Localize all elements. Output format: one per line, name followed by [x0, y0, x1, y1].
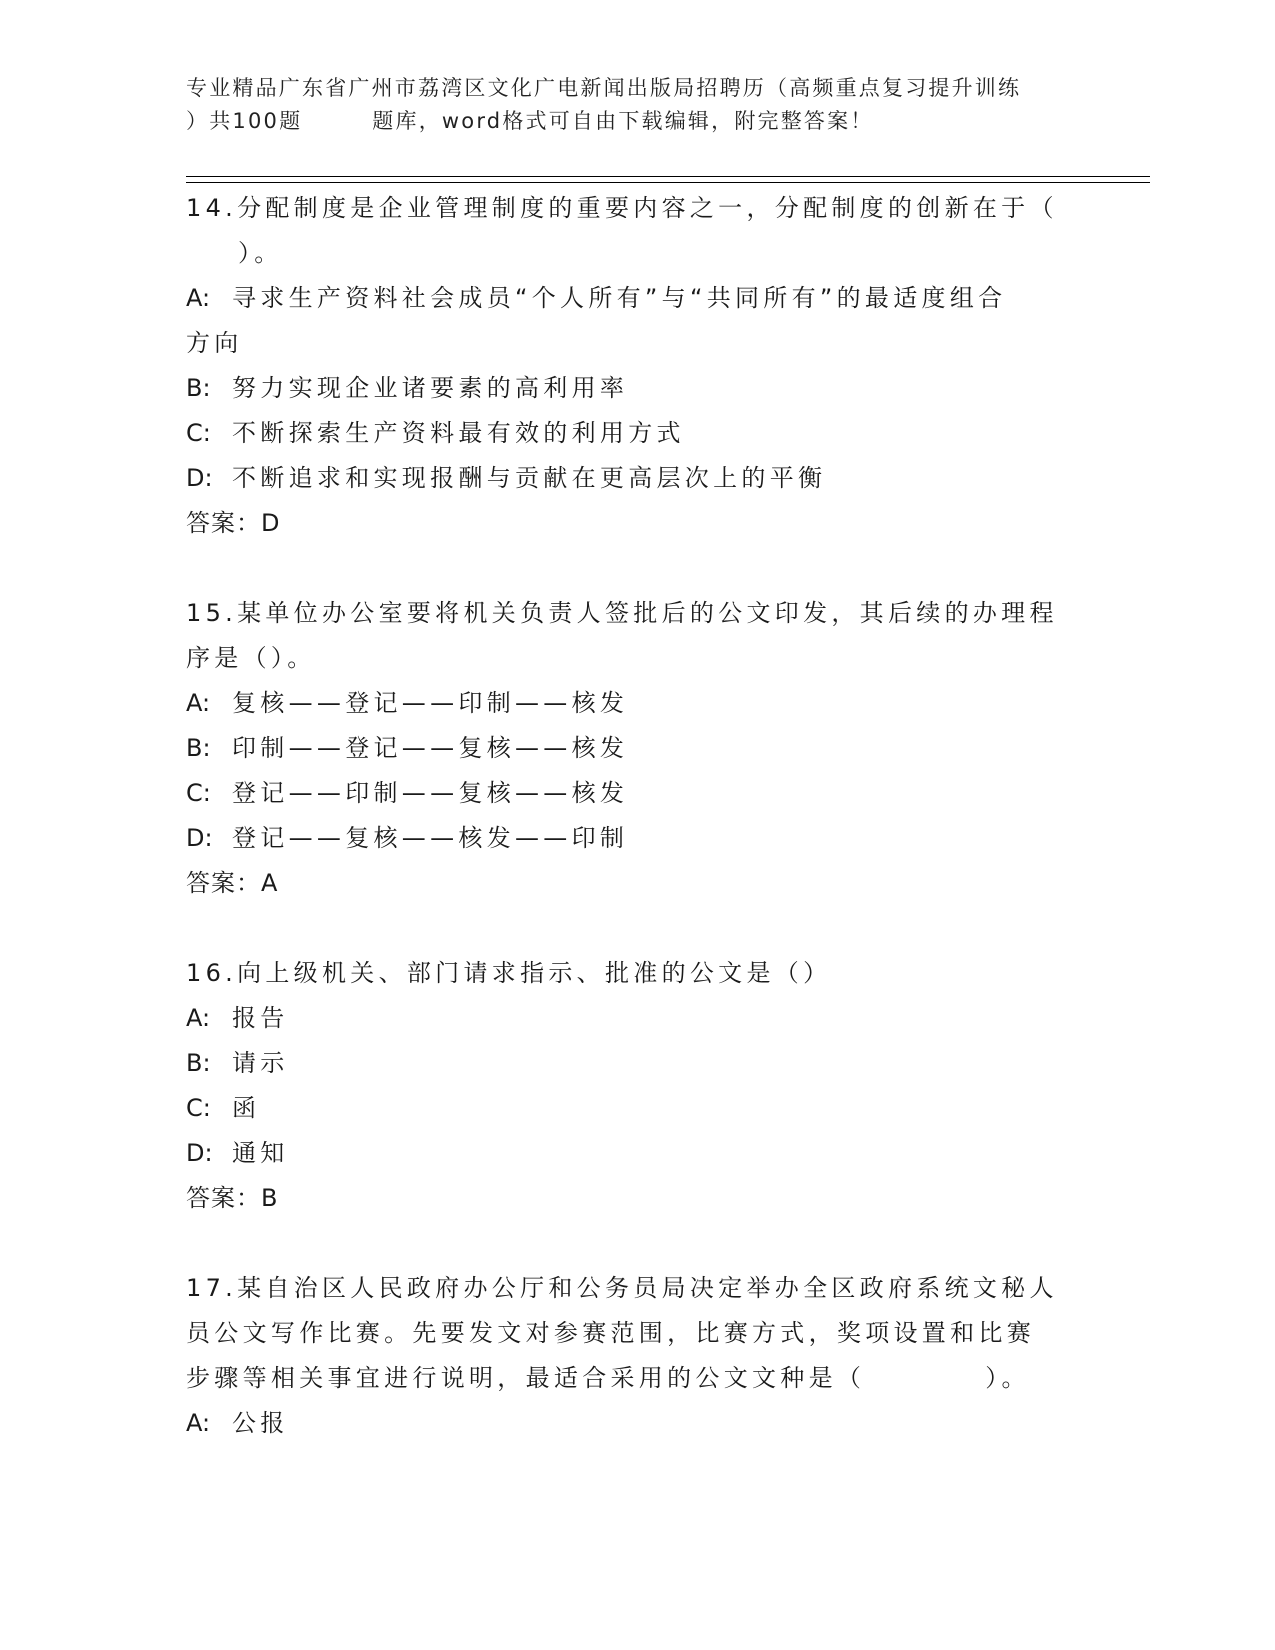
question-stem-line: 14.分配制度是企业管理制度的重要内容之一，分配制度的创新在于（ — [186, 194, 1058, 222]
option-key: D: — [186, 824, 213, 852]
option-key: A: — [186, 1004, 211, 1032]
question-stem-line: 15.某单位办公室要将机关负责人签批后的公文印发，其后续的办理程 — [186, 599, 1058, 627]
option-d — [186, 456, 1086, 501]
option-key: D: — [186, 464, 213, 492]
question-stem-part: 步骤等相关事宜进行说明，最适合采用的公文文种是（ — [186, 1364, 866, 1392]
option-text: 报告 — [232, 1004, 289, 1032]
question-stem-line — [186, 1356, 1086, 1401]
header-line-2a: ）共100题 — [186, 109, 303, 133]
option-text: 请示 — [232, 1049, 289, 1077]
question-stem-line: 员公文写作比赛。先要发文对参赛范围，比赛方式，奖项设置和比赛 — [186, 1319, 1035, 1347]
answer-line: 答案：A — [186, 869, 279, 897]
option-c — [186, 1086, 1086, 1131]
option-a — [186, 996, 1086, 1041]
option-d — [186, 1131, 1086, 1176]
question-stem-part: ）。 — [985, 1364, 1030, 1392]
option-text: 登记——印制——复核——核发 — [232, 779, 629, 807]
option-a — [186, 276, 1086, 321]
option-text: 登记——复核——核发——印制 — [232, 824, 629, 852]
option-key: A: — [186, 284, 211, 312]
question-16 — [186, 951, 1086, 1221]
option-key: C: — [186, 1094, 211, 1122]
option-text: 印制——登记——复核——核发 — [232, 734, 629, 762]
option-b — [186, 366, 1086, 411]
option-a — [186, 1401, 1086, 1446]
option-text: 公报 — [232, 1409, 289, 1437]
answer-line: 答案：B — [186, 1184, 279, 1212]
option-a — [186, 681, 1086, 726]
option-key: B: — [186, 734, 211, 762]
option-text: 不断追求和实现报酬与贡献在更高层次上的平衡 — [232, 464, 827, 492]
option-key: C: — [186, 419, 211, 447]
option-d — [186, 816, 1086, 861]
question-stem-line: 16.向上级机关、部门请求指示、批准的公文是（） — [186, 959, 832, 987]
option-key: B: — [186, 1049, 211, 1077]
option-text: 通知 — [232, 1139, 289, 1167]
option-key: B: — [186, 374, 211, 402]
question-stem-line: ）。 — [238, 239, 283, 267]
question-14 — [186, 186, 1086, 546]
question-stem-line: 17.某自治区人民政府办公厅和公务员局决定举办全区政府系统文秘人 — [186, 1274, 1058, 1302]
questions-list — [186, 186, 1086, 1491]
answer-line: 答案：D — [186, 509, 281, 537]
option-c — [186, 771, 1086, 816]
option-b — [186, 726, 1086, 771]
header-line-2b: 题库，word格式可自由下载编辑，附完整答案！ — [372, 109, 874, 133]
header-line-1: 专业精品广东省广州市荔湾区文化广电新闻出版局招聘历（高频重点复习提升训练 — [186, 76, 1022, 100]
option-text: 不断探索生产资料最有效的利用方式 — [232, 419, 685, 447]
question-15 — [186, 591, 1086, 906]
option-key: A: — [186, 1409, 211, 1437]
document-header — [186, 72, 1106, 138]
header-rule-bottom — [186, 182, 1150, 183]
option-text: 努力实现企业诸要素的高利用率 — [232, 374, 629, 402]
option-key: C: — [186, 779, 211, 807]
question-17 — [186, 1266, 1086, 1446]
option-b — [186, 1041, 1086, 1086]
header-rule-top — [186, 176, 1150, 177]
option-text: 函 — [232, 1094, 261, 1122]
header-line-2 — [186, 105, 1106, 138]
option-a-continued: 方向 — [186, 329, 243, 357]
option-text: 复核——登记——印制——核发 — [232, 689, 629, 717]
option-c — [186, 411, 1086, 456]
option-text: 寻求生产资料社会成员“个人所有”与“共同所有”的最适度组合 — [232, 284, 1007, 312]
option-key: A: — [186, 689, 211, 717]
option-key: D: — [186, 1139, 213, 1167]
question-stem-line: 序是（）。 — [186, 644, 316, 672]
